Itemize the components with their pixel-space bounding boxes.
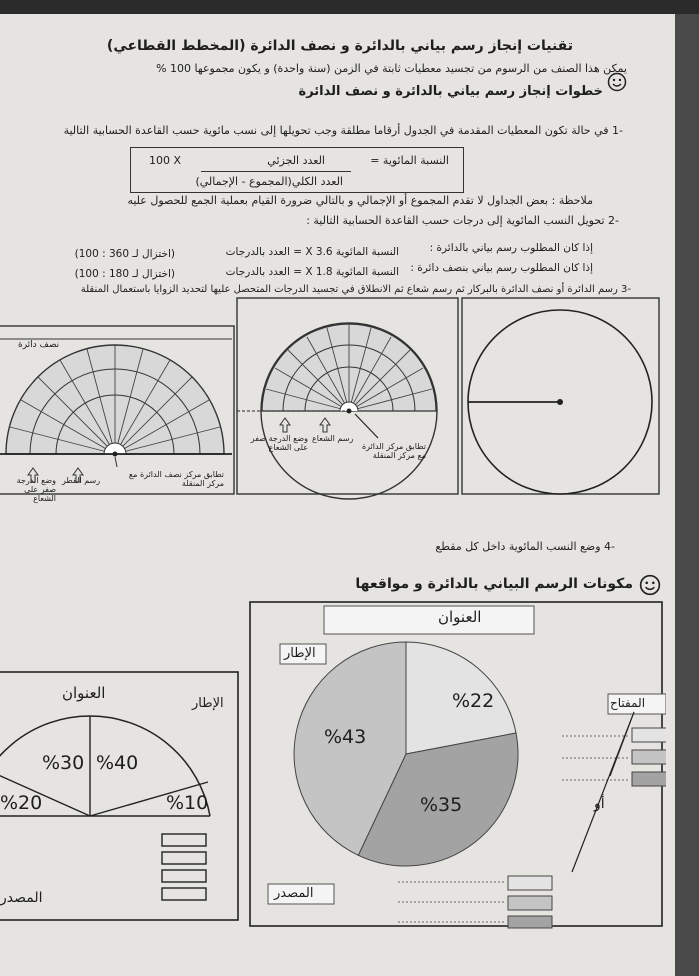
- rule2-note: (اختزال لـ 180 : 100): [74, 268, 175, 280]
- legend-swatch-2: [632, 750, 666, 764]
- protractor-figures: [0, 296, 675, 506]
- left-radius-label: نصف دائرة: [18, 340, 60, 350]
- left-caption-diameter: رسم القطر: [62, 476, 101, 485]
- rule1-case: إذا كان المطلوب رسم بياني بالدائرة :: [429, 242, 593, 254]
- step3-text: -3 رسم الدائرة أو نصف الدائرة بالبركار ثم رسم شعاع ثم الانطلاق في تجسيد الدرجات المتحصل عليها لتحديد الزوايا باستعمال المنقلة: [80, 284, 631, 295]
- smiley-icon: [639, 574, 661, 596]
- left-caption-zero: وضع الدرجة صفر على الشعاع: [16, 476, 56, 503]
- step4-text: -4 وضع النسب المائوية داخل كل مقطع: [435, 540, 615, 553]
- semi-value-40: %40: [96, 752, 139, 774]
- mid-caption-center: تطابق مركز الدائرة مع مركز المنقلة: [361, 442, 426, 460]
- smiley-icon: [607, 72, 627, 92]
- mid-caption-zero: وضع الدرجة صفر على الشعاع: [250, 434, 308, 452]
- title-box: [324, 606, 534, 634]
- semi-value-30: %30: [42, 752, 85, 774]
- pie-title: العنوان: [438, 608, 482, 626]
- formula-box: [130, 147, 464, 193]
- semi-title: العنوان: [62, 684, 106, 702]
- pie-source-label: المصدر: [274, 886, 314, 901]
- pie-frame-label: الإطار: [284, 646, 316, 661]
- formula-numerator: العدد الجزئي: [267, 154, 325, 167]
- steps-heading: خطوات إنجاز رسم بياني بالدائرة و نصف الدائرة: [298, 84, 603, 99]
- page-title: تقنيات إنجاز رسم بياني بالدائرة و نصف الدائرة (المخطط القطاعي): [106, 38, 573, 54]
- source-swatch-2: [508, 896, 552, 910]
- pie-value-35: %35: [420, 794, 463, 816]
- rule1-formula: النسبة المائوية X 3.6 = العدد بالدرجات: [225, 246, 399, 258]
- pie-or-label: أو: [594, 796, 605, 812]
- intro-text: يمكن هذا الصنف من الرسوم من تجسيد معطيات ثابتة في الزمن (سنة واحدة) و يكون مجموعها 100 %: [156, 62, 627, 75]
- left-caption-center: تطابق مركز نصف الدائرة مع مركز المنقلة: [128, 470, 224, 488]
- source-swatch-1: [508, 876, 552, 890]
- step2-text: -2 تحويل النسب المائوية إلى درجات حسب القاعدة الحسابية التالية :: [306, 214, 619, 227]
- note-text: ملاحظة : بعض الجداول لا تقدم المجموع أو الإجمالي و بالتالي ضرورة القيام بعملية الجمع للحصول عليه: [127, 194, 593, 207]
- step1-text: -1 في حالة تكون المعطيات المقدمة في الجدول أرقاما مطلقة وجب تحويلها إلى نسب مائوية حسب القاعدة الحسابية التالية: [63, 124, 623, 137]
- pie-legend-label: المفتاح: [610, 696, 646, 710]
- legend-swatch-3: [632, 772, 666, 786]
- pie-slices: [294, 642, 518, 866]
- formula-denominator: العدد الكلي(المجموع - الإجمالي): [195, 175, 343, 188]
- legend-swatch-1: [632, 728, 666, 742]
- components-heading: مكونات الرسم البياني بالدائرة و مواقعها: [355, 576, 633, 592]
- semi-value-20: %20: [0, 792, 43, 814]
- semi-diagram: [0, 654, 240, 924]
- semi-frame-label: الإطار: [192, 696, 224, 711]
- pie-value-43: %43: [324, 726, 367, 748]
- mid-caption-radius: رسم الشعاع: [312, 434, 354, 443]
- pie-value-22: %22: [452, 690, 495, 712]
- rule2-case: إذا كان المطلوب رسم بياني بنصف دائرة :: [410, 262, 593, 274]
- rule2-formula: النسبة المائوية X 1.8 = العدد بالدرجات: [225, 266, 399, 278]
- semi-source-label: المصدر: [0, 890, 43, 906]
- worksheet-page: [0, 14, 675, 976]
- formula-factor: 100 X: [149, 154, 182, 167]
- semi-value-10: %10: [166, 792, 209, 814]
- rule1-note: (اختزال لـ 360 : 100): [74, 248, 175, 260]
- formula-label: النسبة المائوية =: [370, 154, 449, 167]
- page-edge: [675, 14, 699, 976]
- source-swatch-3: [508, 916, 552, 928]
- fraction-bar: [201, 171, 351, 172]
